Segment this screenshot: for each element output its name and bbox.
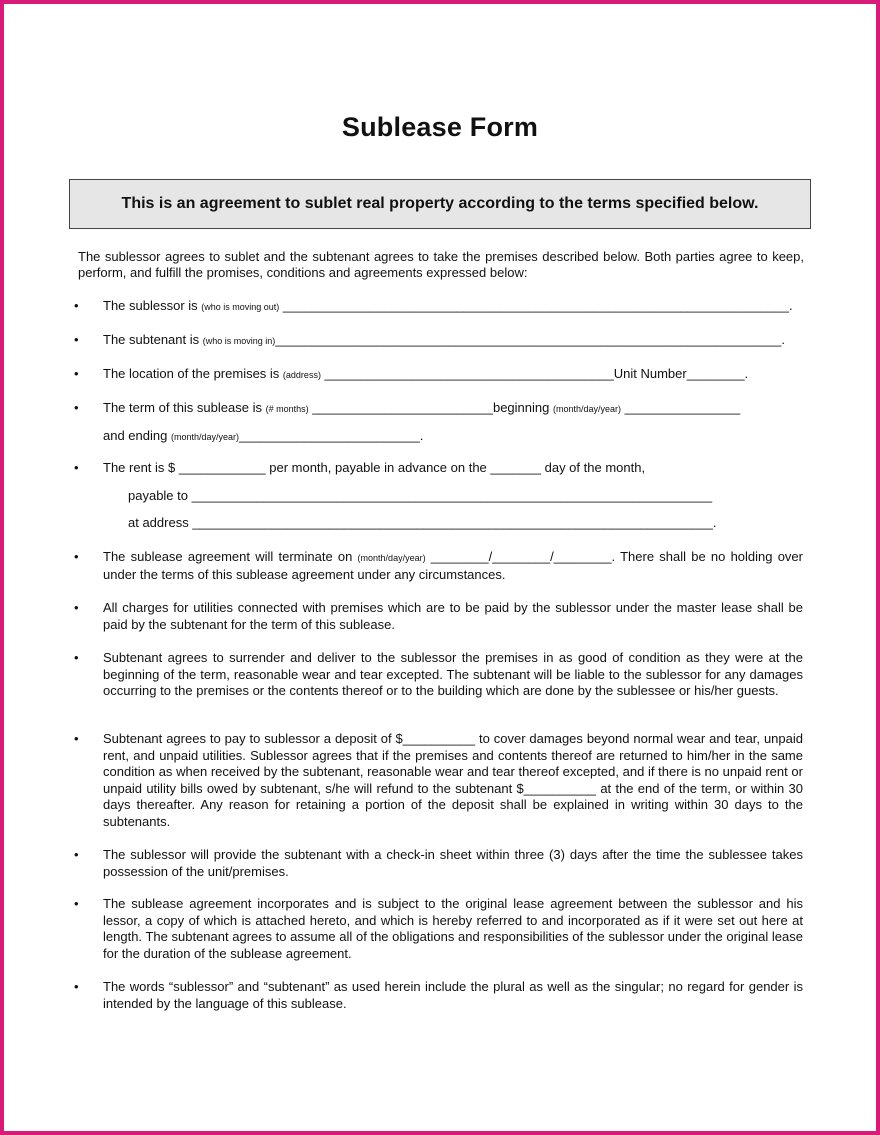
bullet-icon: • <box>74 600 79 615</box>
location-note: (address) <box>282 370 321 380</box>
sublessor-blank[interactable]: ______________________________________________________________________. <box>279 298 793 313</box>
surrender-paragraph: Subtenant agrees to surrender and deliver to the sublessor the premises in as good of condition as they were at the beginning of the term, reasonable wear and tear excepted. The subtenant will be liable to the sublessor for any damages occurring to the premises or the contents thereof or to the building which are done by the sublessee or his/her guests. <box>103 650 803 698</box>
ending-note: (month/day/year) <box>170 432 239 442</box>
location-line <box>103 366 748 383</box>
page-title: Sublease Form <box>341 112 539 142</box>
term-label: The term of this sublease is <box>103 400 266 415</box>
terminate-paragraph <box>103 549 803 583</box>
ending-line <box>103 428 423 445</box>
agreement-banner: This is an agreement to sublet real property according to the terms specified below. <box>69 179 811 229</box>
location-blank[interactable]: ________________________________________ <box>320 366 614 381</box>
rent-line[interactable]: The rent is $ ____________ per month, payable in advance on the _______ day of the month, <box>103 460 646 475</box>
bullet-icon: • <box>74 896 79 911</box>
terminate-note: (month/day/year) <box>357 553 426 563</box>
sublessor-line <box>103 298 793 315</box>
beginning-note: (month/day/year) <box>552 404 621 414</box>
words-paragraph: The words “sublessor” and “subtenant” as used herein include the plural as well as the singular; no regard for gender is intended by the language of this sublease. <box>103 979 803 1011</box>
bullet-icon: • <box>74 979 79 994</box>
at-address-line[interactable]: at address ________________________________________________________________________. <box>128 515 717 530</box>
bullet-icon: • <box>74 332 79 347</box>
bullet-icon: • <box>74 731 79 746</box>
bullet-icon: • <box>74 400 79 415</box>
subtenant-line <box>103 332 785 349</box>
intro-paragraph: The sublessor agrees to sublet and the subtenant agrees to take the premises described below. Both parties agree to keep, perform, and fulfill the promises, conditions and agreements expressed below: <box>78 249 804 280</box>
subtenant-note: (who is moving in) <box>202 336 276 346</box>
payable-to-line[interactable]: payable to ________________________________________________________________________ <box>128 488 713 503</box>
bullet-icon: • <box>74 460 79 475</box>
sublessor-label: The sublessor is <box>103 298 202 313</box>
deposit-paragraph: Subtenant agrees to pay to sublessor a deposit of $__________ to cover damages beyond normal wear and tear, unpaid rent, and unpaid utilities. Sublessor agrees that if the premises and contents thereof are returned to him/her in the same condition as when received by the subtenant, reasonable wear and tear thereof excepted, and if there is no unpaid rent or unpaid utility bills owed by subtenant, s/he will refund to the subtenant $__________ at the end of the term, or within 30 days thereafter. Any reason for retaining a portion of the deposit shall be explained in writing within 30 days to the subtenants. <box>103 731 803 829</box>
beginning-label: beginning <box>492 400 553 415</box>
sublessor-note: (who is moving out) <box>201 302 280 312</box>
ending-label: and ending <box>103 428 171 443</box>
bullet-icon: • <box>74 847 79 862</box>
unit-number-field[interactable]: Unit Number________. <box>613 366 749 381</box>
subtenant-blank[interactable]: ______________________________________________________________________. <box>275 332 785 347</box>
terminate-text: The sublease agreement will terminate on <box>103 549 358 564</box>
original-lease-paragraph: The sublease agreement incorporates and is subject to the original lease agreement between the sublessor and his lessor, a copy of which is attached hereto, and which is hereby referred to and incorporated as if it were set out here at length. The subtenant agrees to assume all of the obligations and responsibilities of the sublessor under the original lease for the duration of the sublease agreement. <box>103 896 803 961</box>
beginning-blank[interactable]: ________________ <box>621 400 741 415</box>
term-blank[interactable]: _________________________ <box>308 400 493 415</box>
utilities-paragraph: All charges for utilities connected with premises which are to be paid by the sublessor under the master lease shall be paid by the subtenant for the term of this sublease. <box>103 600 803 632</box>
subtenant-label: The subtenant is <box>103 332 203 347</box>
checkin-paragraph: The sublessor will provide the subtenant with a check-in sheet within three (3) days after the time the sublessee takes possession of the unit/premises. <box>103 847 803 879</box>
bullet-icon: • <box>74 298 79 313</box>
bullet-icon: • <box>74 366 79 381</box>
ending-blank[interactable]: _________________________. <box>238 428 424 443</box>
bullet-icon: • <box>74 650 79 665</box>
term-note: (# months) <box>265 404 309 414</box>
location-label: The location of the premises is <box>103 366 283 381</box>
term-line <box>103 400 740 417</box>
terminate-blank[interactable]: ________/________/________. There shall be no holding over under the terms of this sublease agreement under any circumstances. <box>103 549 803 582</box>
bullet-icon: • <box>74 549 79 564</box>
